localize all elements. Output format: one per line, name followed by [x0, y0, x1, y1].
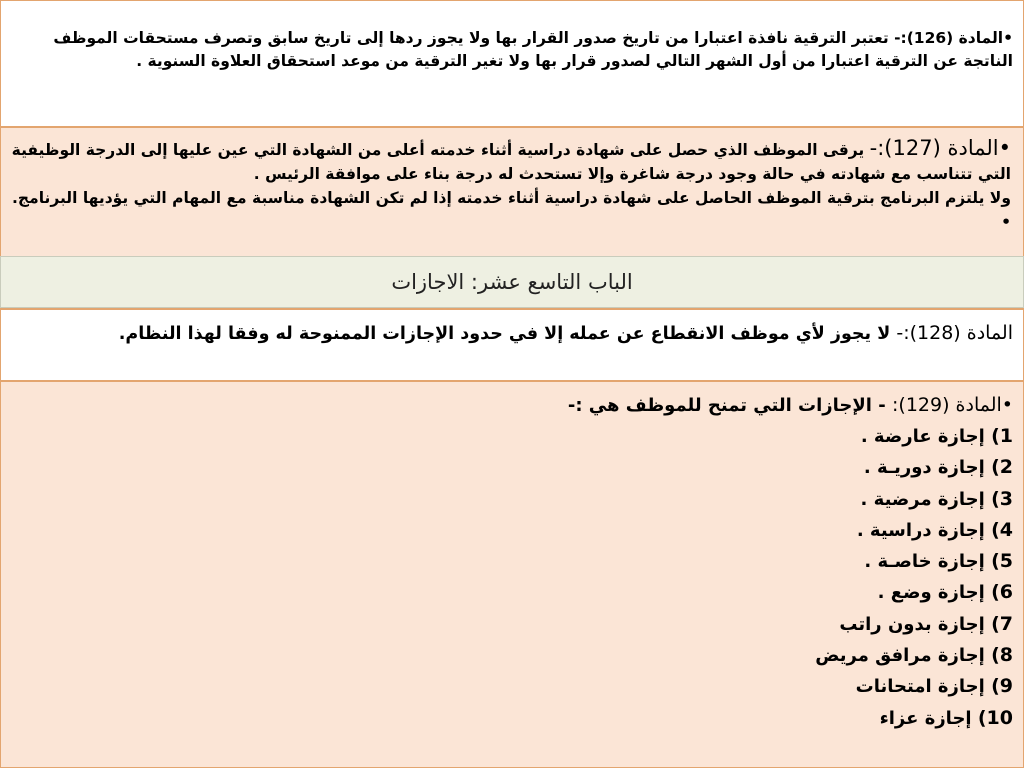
item-number: 2) — [991, 456, 1013, 479]
chapter-title-bar — [0, 256, 1024, 308]
item-number: 9) — [991, 675, 1013, 698]
item-text: إجازة عارضة . — [860, 426, 992, 447]
article-126-text: تعتبر الترقية نافذة اعتبارا من تاريخ صدور القرار بها ولا يجوز ردها إلى تاريخ سابق وتصرف مستحقات الموظف الناتجة عن الترقية اعتبارا من أول الشهر التالي لصدور قرار بها ولا تغير الترقية من موعد استحقاق العلاوة السنوية . — [53, 29, 1013, 70]
article-126-paragraph — [11, 27, 1013, 73]
item-number: 1) — [991, 425, 1013, 447]
article-127-label: •المادة (127):- — [869, 136, 1011, 160]
article-126-label: •المادة (126):- — [894, 29, 1013, 47]
list-item — [11, 452, 1013, 483]
item-number: 8) — [991, 644, 1013, 667]
item-text: إجازة خاصـة . — [864, 551, 992, 573]
item-text: إجازة امتحانات — [855, 676, 992, 698]
item-text: إجازة مرافق مريض — [815, 645, 992, 667]
article-127-paragraph-2: ولا يلتزم البرنامج بترقية الموظف الحاصل على شهادة دراسية أثناء خدمته إذا لم تكن الشهادة مناسبة مع المهام التي يؤديها البرنامج. • — [12, 189, 1011, 231]
list-item — [11, 609, 1013, 640]
list-item — [11, 484, 1013, 515]
leave-types-list — [11, 421, 1013, 734]
list-item — [11, 671, 1013, 702]
article-127-section — [0, 126, 1024, 256]
item-text: إجازة وضع . — [877, 582, 992, 604]
article-129-text: - الإجازات التي تمنح للموظف هي :- — [567, 395, 892, 416]
article-128-section — [0, 308, 1024, 380]
article-128-text: لا يجوز لأي موظف الانقطاع عن عمله إلا في حدود الإجازات الممنوحة له وفقا لهذا النظام. — [118, 324, 897, 344]
article-129-heading — [11, 390, 1013, 421]
item-text: إجازة مرضية . — [860, 488, 992, 510]
list-item — [11, 577, 1013, 608]
list-item — [11, 640, 1013, 671]
item-text: إجازة دوريـة . — [863, 457, 992, 479]
article-128-paragraph — [11, 320, 1013, 347]
article-126-section — [0, 0, 1024, 126]
list-item — [11, 421, 1013, 452]
item-number: 10) — [977, 706, 1013, 729]
item-number: 5) — [991, 550, 1013, 573]
item-text: إجازة دراسية . — [856, 519, 992, 541]
list-item — [11, 546, 1013, 577]
article-127-text: يرقى الموظف الذي حصل على شهادة دراسية أثناء خدمته أعلى من الشهادة التي عين عليها إلى الدرجة الوظيفية التي تتناسب مع شهادته في حالة وجود درجة شاغرة وإلا تستحدث له درجة بناء على موافقة الرئيس . — [11, 141, 1011, 183]
article-129-label: •المادة (129): — [891, 394, 1013, 416]
item-text: إجازة عزاء — [879, 707, 978, 729]
list-item — [11, 515, 1013, 546]
item-number: 3) — [991, 487, 1013, 510]
item-number: 6) — [991, 581, 1013, 604]
article-128-label: المادة (128):- — [896, 322, 1013, 344]
list-item — [11, 703, 1013, 734]
article-127-paragraph — [11, 136, 1011, 186]
item-number: 4) — [991, 518, 1013, 541]
item-number: 7) — [991, 612, 1013, 635]
item-text: إجازة بدون راتب — [839, 613, 992, 635]
chapter-title: الباب التاسع عشر: الاجازات — [391, 270, 633, 294]
article-129-section — [0, 380, 1024, 768]
